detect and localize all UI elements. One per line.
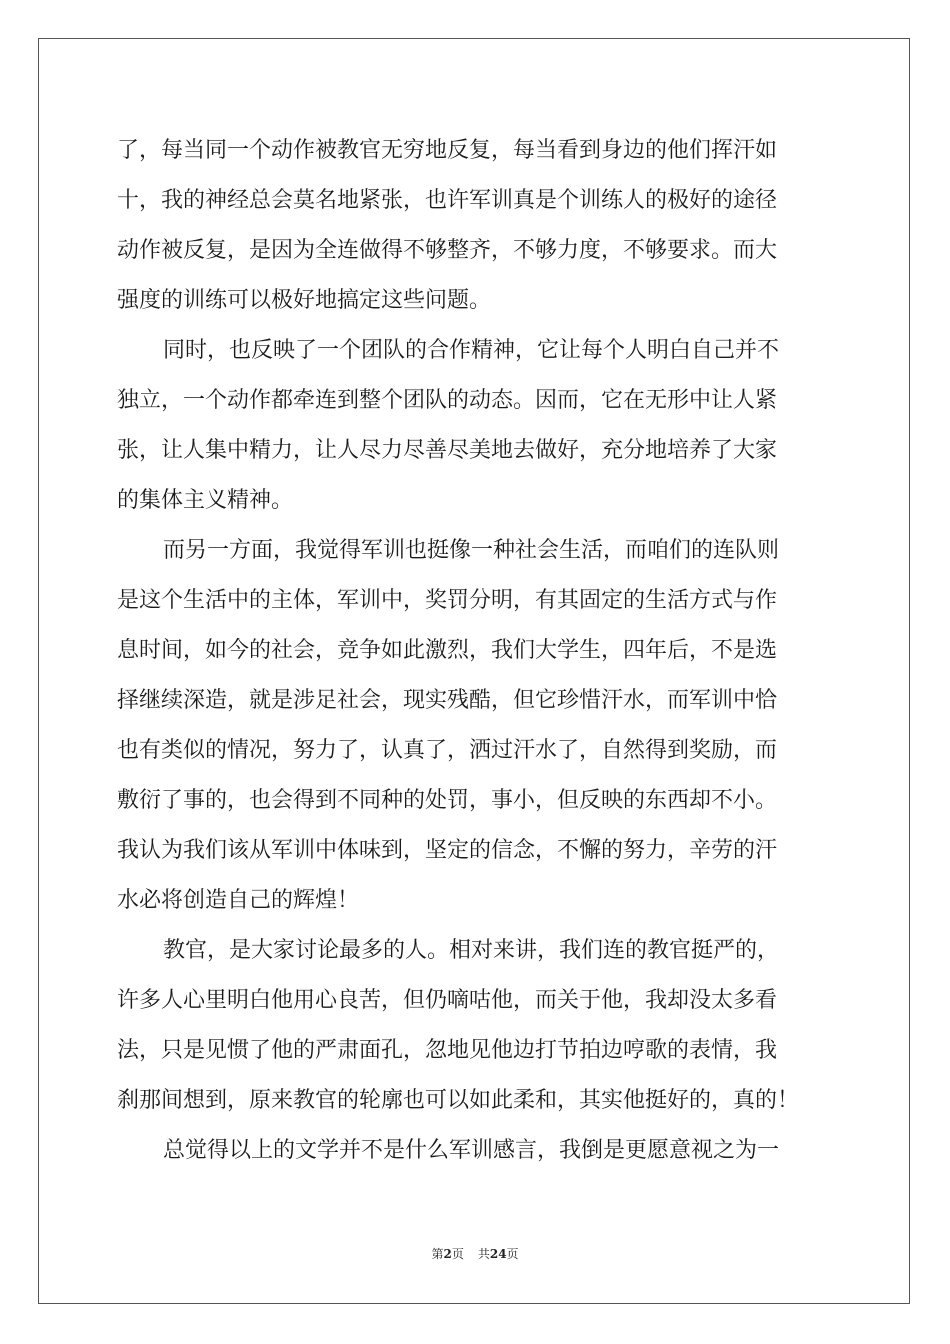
- text-line: 了，每当同一个动作被教官无穷地反复，每当看到身边的他们挥汗如: [117, 138, 778, 163]
- text-line: 也有类似的情况，努力了，认真了，洒过汗水了，自然得到奖励，而: [117, 738, 778, 763]
- total-pages-suffix: 页: [506, 1247, 519, 1261]
- text-line: 教官，是大家讨论最多的人。相对来讲，我们连的教官挺严的，: [163, 938, 780, 963]
- text-line: 息时间，如今的社会，竞争如此激烈，我们大学生，四年后，不是选: [117, 638, 778, 663]
- text-line: 的集体主义精神。: [117, 488, 294, 513]
- total-page-count: 24: [489, 1247, 507, 1261]
- text-line: 是这个生活中的主体，军训中，奖罚分明，有其固定的生活方式与作: [117, 588, 778, 613]
- text-line: 十，我的神经总会莫名地紧张，也许军训真是个训练人的极好的途径: [117, 188, 778, 213]
- text-line: 敷衍了事的，也会得到不同种的处罚，事小，但反映的东西却不小。: [117, 788, 778, 813]
- page-number-suffix: 页: [451, 1247, 464, 1261]
- text-line: 而另一方面，我觉得军训也挺像一种社会生活，而咱们的连队则: [163, 538, 780, 563]
- text-line: 同时，也反映了一个团队的合作精神，它让每个人明白自己并不: [163, 338, 780, 363]
- text-line: 张，让人集中精力，让人尽力尽善尽美地去做好，充分地培养了大家: [117, 438, 778, 463]
- text-line: 独立，一个动作都牵连到整个团队的动态。因而，它在无形中让人紧: [117, 388, 778, 413]
- text-line: 水必将创造自己的辉煌！: [117, 888, 360, 913]
- current-page-number: 2: [443, 1247, 452, 1261]
- page-footer: [0, 1245, 950, 1263]
- text-line: 刹那间想到，原来教官的轮廓也可以如此柔和，其实他挺好的，真的！: [117, 1088, 800, 1113]
- text-line: 强度的训练可以极好地搞定这些问题。: [117, 288, 492, 313]
- text-line: 动作被反复，是因为全连做得不够整齐，不够力度，不够要求。而大: [117, 238, 778, 263]
- text-line: 法，只是见惯了他的严肃面孔，忽地见他边打节拍边哼歌的表情，我: [117, 1038, 778, 1063]
- text-line: 总觉得以上的文学并不是什么军训感言，我倒是更愿意视之为一: [163, 1138, 780, 1163]
- text-line: 许多人心里明白他用心良苦，但仍嘀咕他，而关于他，我却没太多看: [117, 988, 778, 1013]
- total-pages-prefix: 共: [477, 1247, 490, 1261]
- text-line: 择继续深造，就是涉足社会，现实残酷，但它珍惜汗水，而军训中恰: [117, 688, 778, 713]
- page-number-prefix: 第: [431, 1247, 444, 1261]
- text-line: 我认为我们该从军训中体味到，坚定的信念，不懈的努力，辛劳的汗: [117, 838, 778, 863]
- document-body: [117, 126, 833, 1176]
